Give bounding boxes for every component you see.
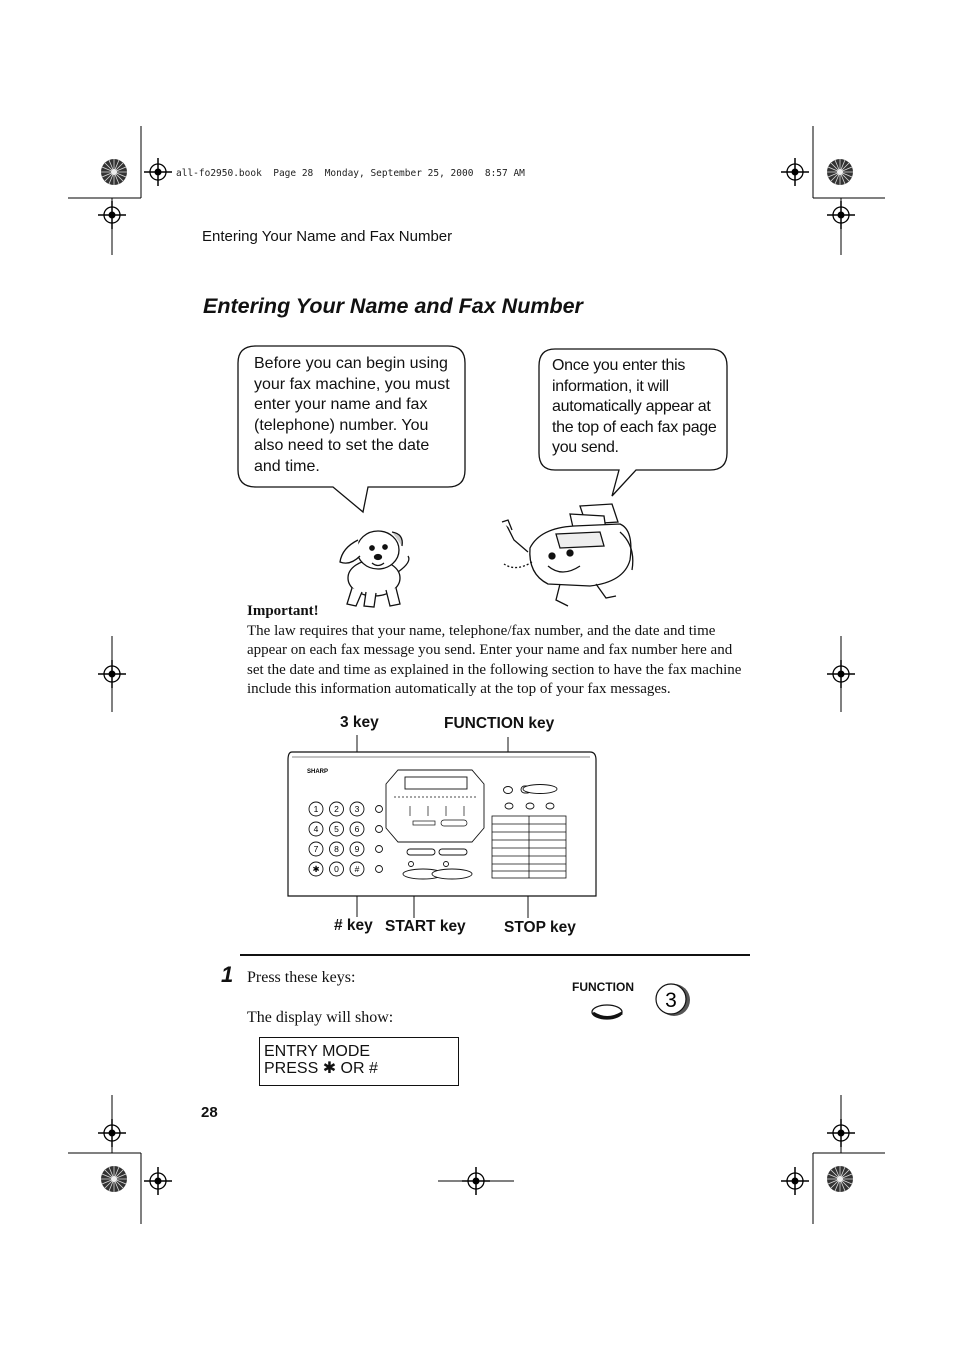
fax-character-icon [502, 504, 633, 606]
label-stop-key: STOP key [504, 919, 576, 936]
three-key-icon [656, 984, 690, 1016]
label-hash-key: # key [334, 917, 373, 934]
function-key-label: FUNCTION [572, 980, 634, 994]
display-intro: The display will show: [247, 1009, 394, 1026]
function-key-icon [592, 1005, 622, 1019]
important-label: Important! [247, 603, 319, 619]
dog-icon [340, 531, 409, 607]
lcd-line-2-prefix: PRESS [264, 1060, 323, 1077]
important-body: The law requires that your name, telephone/fax number, and the date and time appear on each fax message you send. Enter your name and fax number here and set the date and time as explained in the following section to have the fax machine include this information automatically at the top of your fax messages. [247, 623, 742, 697]
lcd-line-2-suffix: OR # [336, 1060, 378, 1077]
keypad-key-label: 2 [334, 804, 339, 814]
side-key [376, 866, 383, 873]
asterisk-icon: ✱ [322, 1060, 337, 1077]
keypad-key-label: 3 [354, 804, 360, 814]
bubble-right-text: Once you enter this information, it will automatically appear at the top of each fax page you send. [552, 357, 717, 457]
function-key [504, 787, 513, 794]
label-start-key: START key [385, 918, 466, 935]
keypad-key-label: 9 [354, 844, 360, 854]
keypad-key-label: # [354, 864, 360, 874]
svg-text:3: 3 [665, 989, 677, 1012]
keypad-key-label: 4 [313, 824, 319, 834]
section-title: Entering Your Name and Fax Number [203, 294, 583, 318]
keypad-key-label: 6 [354, 824, 360, 834]
file-header: all-fo2950.book Page 28 Monday, September 25, 2000 8:57 AM [176, 168, 525, 179]
brand-logo: SHARP [307, 769, 329, 775]
step-divider [240, 954, 750, 956]
keypad-key-label: 5 [334, 824, 339, 834]
lcd-line-2 [264, 1060, 378, 1077]
step-text: Press these keys: [247, 969, 356, 986]
running-header: Entering Your Name and Fax Number [202, 228, 453, 245]
keypad-key-label: ✱ [312, 864, 320, 874]
keypad-key-label: 8 [334, 844, 339, 854]
lcd-display [259, 1037, 459, 1086]
page-number: 28 [201, 1104, 218, 1121]
bubble-left-text: Before you can begin using your fax machine, you must enter your name and fax (telephone) number. You also need to set the date and time. [254, 355, 450, 475]
fax-panel-diagram [275, 730, 605, 920]
step-number: 1 [221, 962, 234, 987]
stop-key [432, 869, 472, 879]
lcd-line-1: ENTRY MODE [264, 1043, 371, 1060]
side-key [376, 806, 383, 813]
keypad-key-label: 7 [313, 844, 319, 854]
label-3-key: 3 key [340, 714, 379, 731]
keypad-key-label: 0 [334, 864, 339, 874]
keypad-key-label: 1 [313, 804, 319, 814]
side-key [376, 846, 383, 853]
side-key [376, 826, 383, 833]
label-function-key: FUNCTION key [444, 715, 555, 732]
key-icons [588, 980, 698, 1022]
